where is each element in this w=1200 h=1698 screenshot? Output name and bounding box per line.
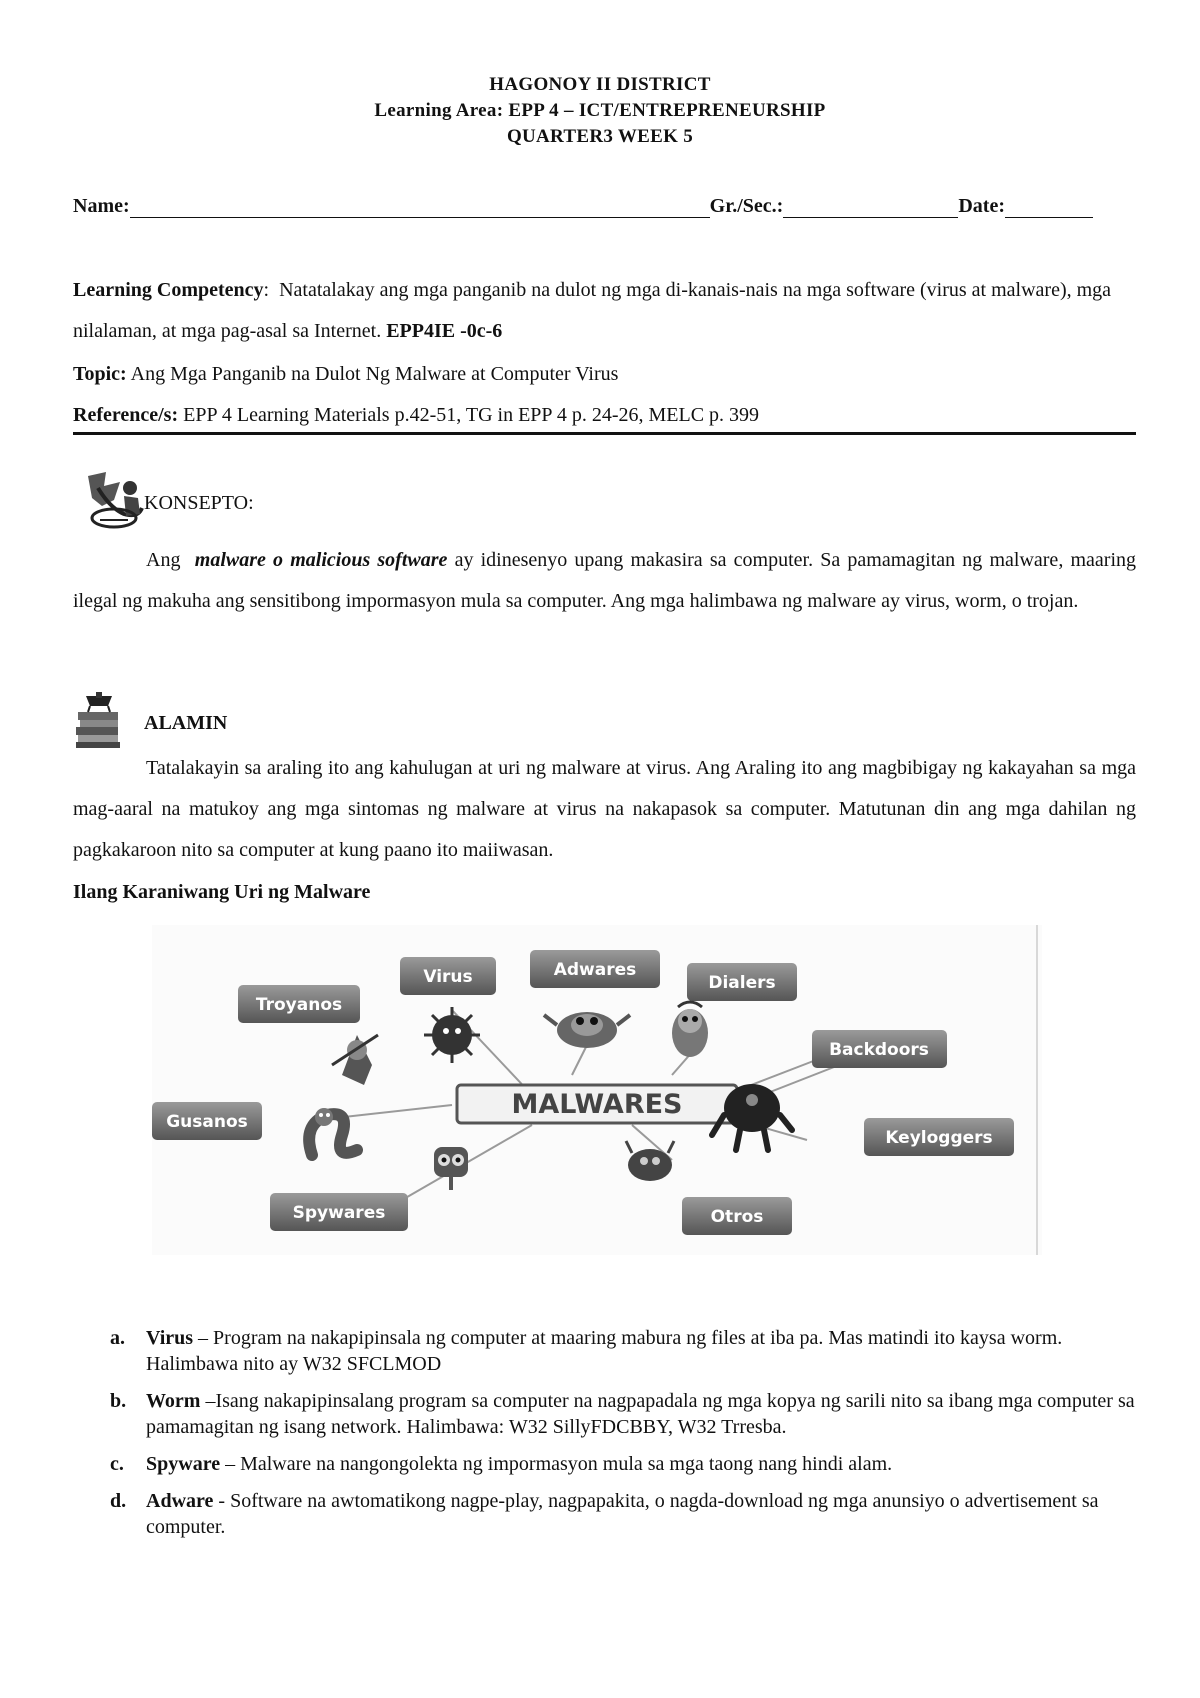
- konsepto-title: KONSEPTO:: [144, 492, 254, 514]
- list-marker: b.: [110, 1390, 127, 1412]
- topic-line: [73, 354, 1136, 395]
- list-text: – Malware na nangongolekta ng impormasyon mula sa mga taong nang hindi alam.: [220, 1453, 893, 1475]
- alamin-body: Tatalakayin sa araling ito ang kahulugan at uri ng malware at virus. Ang Araling ito ang magbibigay ng kakayahan sa mga mag-aaral na matukoy ang mga sintomas ng malware at virus na nakapasok sa computer. Matutunan din ang mga dahilan ng pagkakaroon nito sa computer at kung paano ito maiiwasan.: [73, 757, 1136, 861]
- list-term: Worm: [146, 1390, 201, 1412]
- list-term: Virus: [146, 1327, 194, 1349]
- malware-diagram: [152, 925, 1042, 1255]
- list-item: [110, 1451, 1140, 1477]
- label-keyloggers: Keyloggers: [885, 1128, 993, 1148]
- name-field[interactable]: [130, 197, 710, 218]
- reference-line: [73, 395, 1136, 436]
- header-divider: [73, 432, 1136, 435]
- list-item: [110, 1325, 1140, 1377]
- label-backdoors: Backdoors: [829, 1040, 929, 1060]
- malware-types-heading: Ilang Karaniwang Uri ng Malware: [73, 881, 371, 903]
- dialer-creature-icon: [672, 1002, 708, 1057]
- label-otros: Otros: [710, 1207, 764, 1227]
- reference-text: EPP 4 Learning Materials p.42-51, TG in EPP 4 p. 24-26, MELC p. 399: [183, 404, 760, 426]
- malware-definitions-list: [110, 1325, 1140, 1551]
- competency-colon: :: [263, 279, 270, 301]
- list-term: Adware: [146, 1490, 214, 1512]
- list-text: –Isang nakapipinsalang program sa computer na nagpapadala ng mga kopya ng sarili nito sa ibang mga computer sa pamamagitan ng isang network. Halimbawa: W32 SillyFDCBBY, W32 Trresba.: [146, 1390, 1135, 1438]
- learning-competency: [73, 270, 1136, 352]
- label-gusanos: Gusanos: [166, 1112, 248, 1132]
- malwares-center-label: MALWARES: [511, 1089, 683, 1120]
- competency-text: Natatalakay ang mga panganib na dulot ng mga di-kanais-nais na mga software (virus at malware), mga nilalaman, at mga pag-asal sa Internet.: [73, 279, 1112, 342]
- list-text: – Program na nakapipinsala ng computer at maaring mabura ng files at iba pa. Mas matindi ito kaysa worm. Halimbawa nito ay W32 SFCLMOD: [146, 1327, 1063, 1375]
- list-marker: d.: [110, 1490, 127, 1512]
- spyware-creature-icon: [434, 1147, 468, 1190]
- student-info-line: [73, 195, 1123, 218]
- trojan-creature-icon: [332, 1035, 378, 1085]
- list-marker: c.: [110, 1453, 124, 1475]
- label-dialers: Dialers: [708, 973, 776, 993]
- topic-text: Ang Mga Panganib na Dulot Ng Malware at Computer Virus: [130, 363, 619, 385]
- label-spywares: Spywares: [292, 1203, 386, 1223]
- konsepto-body: ay idinesenyo upang makasira sa computer. Sa pamamagitan ng malware, maaring ilegal ng makuha ang sensitibong impormasyon mula sa computer. Ang mga halimbawa ng malware ay virus, worm, o trojan.: [73, 549, 1137, 612]
- date-field[interactable]: [1005, 197, 1093, 218]
- quarter-week-title: QUARTER3 WEEK 5: [506, 126, 694, 147]
- malwares-center-node: [457, 1085, 737, 1123]
- label-adwares: Adwares: [553, 960, 637, 980]
- date-label: Date:: [958, 195, 1005, 217]
- label-virus: Virus: [423, 967, 473, 987]
- list-text: - Software na awtomatikong nagpe-play, nagpapakita, o nagda-download ng mga anunsiyo o advertisement sa computer.: [146, 1490, 1099, 1538]
- list-item: [110, 1488, 1140, 1540]
- otros-creature-icon: [626, 1141, 674, 1181]
- competency-code: EPP4IE -0c-6: [386, 320, 503, 342]
- section-field[interactable]: [783, 197, 958, 218]
- diagram-edge: [1036, 925, 1038, 1255]
- konsepto-icon: [80, 468, 150, 533]
- worm-creature-icon: [309, 1108, 357, 1155]
- reference-label: Reference/s:: [73, 404, 179, 426]
- virus-creature-icon: [424, 1007, 480, 1063]
- district-title: HAGONOY II DISTRICT: [489, 74, 711, 95]
- section-label: Gr./Sec.:: [709, 195, 784, 217]
- konsepto-intro: Ang: [146, 549, 181, 571]
- konsepto-paragraph: [73, 540, 1136, 622]
- alamin-paragraph: [73, 748, 1136, 871]
- competency-label: Learning Competency: [73, 279, 264, 301]
- name-label: Name:: [73, 195, 130, 217]
- list-marker: a.: [110, 1327, 125, 1349]
- malware-term: malware o malicious software: [194, 549, 448, 571]
- alamin-title: ALAMIN: [144, 712, 228, 734]
- books-icon: [72, 692, 124, 750]
- learning-area-title: Learning Area: EPP 4 – ICT/ENTREPRENEURSHIP: [374, 100, 826, 121]
- list-item: [110, 1388, 1140, 1440]
- label-troyanos: Troyanos: [255, 995, 343, 1015]
- list-term: Spyware: [146, 1453, 221, 1475]
- adware-creature-icon: [544, 1012, 630, 1048]
- topic-label: Topic:: [73, 363, 127, 385]
